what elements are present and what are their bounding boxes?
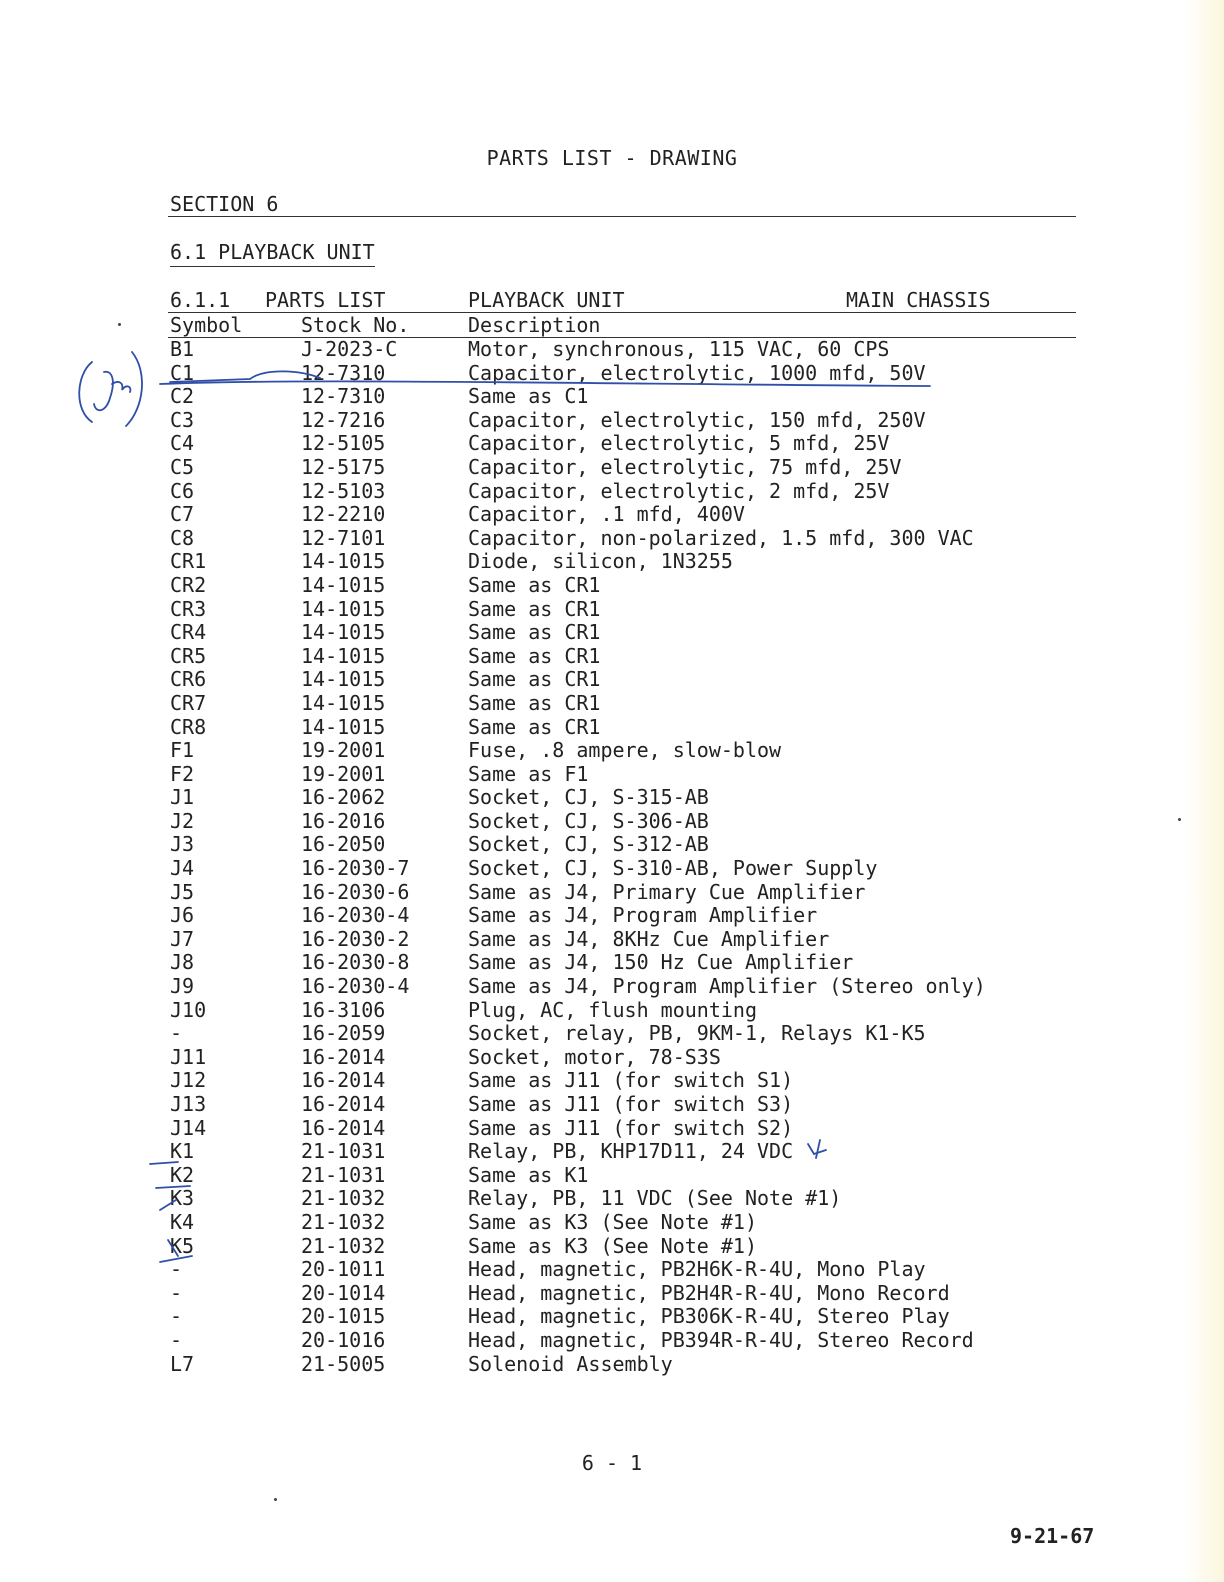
table-row bbox=[0, 1328, 1224, 1352]
table-row bbox=[0, 526, 1224, 550]
row-symbol: J8 bbox=[170, 950, 195, 975]
row-stock-number: 16-2030-4 bbox=[301, 974, 410, 999]
table-row bbox=[0, 974, 1224, 998]
row-description: Same as J11 (for switch S2) bbox=[468, 1115, 794, 1140]
row-description: Socket, CJ, S-315-AB bbox=[468, 785, 709, 810]
row-stock-number: 16-2059 bbox=[301, 1021, 386, 1046]
table-row bbox=[0, 1352, 1224, 1376]
row-description: Same as K3 (See Note #1) bbox=[468, 1209, 757, 1234]
table-row bbox=[0, 620, 1224, 644]
row-description: Same as CR1 bbox=[468, 643, 601, 668]
row-description: Relay, PB, KHP17D11, 24 VDC bbox=[468, 1139, 794, 1164]
row-description: Fuse, .8 ampere, slow-blow bbox=[468, 738, 782, 763]
table-row bbox=[0, 597, 1224, 621]
document-title: PARTS LIST - DRAWING bbox=[486, 146, 738, 170]
row-symbol: CR5 bbox=[170, 643, 207, 668]
row-symbol: J3 bbox=[170, 832, 195, 857]
row-symbol: - bbox=[170, 1257, 183, 1282]
row-description: Capacitor, .1 mfd, 400V bbox=[468, 502, 745, 527]
table-row bbox=[0, 832, 1224, 856]
row-stock-number: 14-1015 bbox=[301, 667, 386, 692]
row-symbol: J4 bbox=[170, 856, 195, 881]
table-row bbox=[0, 691, 1224, 715]
row-description: Capacitor, electrolytic, 75 mfd, 25V bbox=[468, 454, 902, 479]
table-row bbox=[0, 1186, 1224, 1210]
table-row bbox=[0, 573, 1224, 597]
row-description: Same as CR1 bbox=[468, 690, 601, 715]
row-description: Head, magnetic, PB2H6K-R-4U, Mono Play bbox=[468, 1257, 926, 1282]
row-stock-number: 20-1016 bbox=[301, 1327, 386, 1352]
row-description: Capacitor, electrolytic, 150 mfd, 250V bbox=[468, 407, 926, 432]
row-description: Same as K3 (See Note #1) bbox=[468, 1233, 757, 1258]
row-description: Same as K1 bbox=[468, 1162, 589, 1187]
row-stock-number: 12-7216 bbox=[301, 407, 386, 432]
table-row bbox=[0, 1281, 1224, 1305]
table-row bbox=[0, 785, 1224, 809]
row-description: Same as J4, 8KHz Cue Amplifier bbox=[468, 926, 830, 951]
row-symbol: J11 bbox=[170, 1044, 207, 1069]
row-description: Same as J11 (for switch S3) bbox=[468, 1092, 794, 1116]
table-row bbox=[0, 1139, 1224, 1163]
row-symbol: J6 bbox=[170, 903, 195, 928]
row-symbol: F1 bbox=[170, 738, 195, 763]
column-header-description: Description bbox=[468, 313, 601, 337]
row-symbol: CR4 bbox=[170, 620, 207, 645]
list-number: 6.1.1 bbox=[170, 288, 231, 312]
row-symbol: J1 bbox=[170, 785, 195, 810]
row-description: Socket, motor, 78-S3S bbox=[468, 1044, 721, 1069]
row-description: Socket, CJ, S-306-AB bbox=[468, 808, 709, 833]
row-symbol: B1 bbox=[170, 337, 195, 361]
row-stock-number: 16-2030-2 bbox=[301, 926, 410, 951]
row-stock-number: 16-2030-8 bbox=[301, 950, 410, 975]
table-row bbox=[0, 479, 1224, 503]
list-assembly: MAIN CHASSIS bbox=[846, 288, 991, 312]
table-row bbox=[0, 856, 1224, 880]
row-stock-number: 16-2062 bbox=[301, 785, 386, 810]
table-row bbox=[0, 644, 1224, 668]
row-symbol: CR2 bbox=[170, 572, 207, 597]
row-symbol: J13 bbox=[170, 1092, 207, 1116]
row-symbol: C7 bbox=[170, 502, 195, 527]
row-symbol: CR7 bbox=[170, 690, 207, 715]
row-stock-number: 12-5175 bbox=[301, 454, 386, 479]
row-description: Capacitor, electrolytic, 2 mfd, 25V bbox=[468, 478, 890, 503]
row-stock-number: 21-1032 bbox=[301, 1186, 386, 1211]
parts-table bbox=[0, 337, 1224, 1375]
row-description: Socket, relay, PB, 9KM-1, Relays K1-K5 bbox=[468, 1021, 926, 1046]
row-stock-number: 12-7101 bbox=[301, 525, 386, 550]
row-symbol: J10 bbox=[170, 997, 207, 1022]
row-stock-number: 16-2050 bbox=[301, 832, 386, 857]
speck bbox=[274, 1498, 277, 1501]
row-stock-number: 12-2210 bbox=[301, 502, 386, 527]
row-stock-number: 14-1015 bbox=[301, 714, 386, 739]
table-row bbox=[0, 549, 1224, 573]
row-description: Same as J4, Primary Cue Amplifier bbox=[468, 879, 866, 904]
table-row bbox=[0, 1210, 1224, 1234]
row-stock-number: 16-2030-4 bbox=[301, 903, 410, 928]
row-description: Relay, PB, 11 VDC (See Note #1) bbox=[468, 1186, 842, 1211]
table-row bbox=[0, 950, 1224, 974]
row-stock-number: J-2023-C bbox=[301, 337, 398, 361]
table-row bbox=[0, 1092, 1224, 1116]
row-description: Plug, AC, flush mounting bbox=[468, 997, 757, 1022]
table-row bbox=[0, 809, 1224, 833]
row-symbol: - bbox=[170, 1304, 183, 1329]
row-symbol: C4 bbox=[170, 431, 195, 456]
document-date: 9-21-67 bbox=[1010, 1524, 1095, 1548]
row-stock-number: 16-3106 bbox=[301, 997, 386, 1022]
row-description: Same as C1 bbox=[468, 384, 589, 409]
row-stock-number: 21-1032 bbox=[301, 1209, 386, 1234]
page-number: 6 - 1 bbox=[581, 1451, 643, 1475]
table-row bbox=[0, 337, 1224, 361]
row-stock-number: 14-1015 bbox=[301, 572, 386, 597]
row-stock-number: 20-1015 bbox=[301, 1304, 386, 1329]
row-symbol: - bbox=[170, 1021, 183, 1046]
table-row bbox=[0, 408, 1224, 432]
row-description: Motor, synchronous, 115 VAC, 60 CPS bbox=[468, 337, 890, 361]
row-symbol: - bbox=[170, 1280, 183, 1305]
row-symbol: K5 bbox=[170, 1233, 195, 1258]
table-row bbox=[0, 1045, 1224, 1069]
row-description: Same as J4, Program Amplifier (Stereo only) bbox=[468, 974, 986, 999]
table-row bbox=[0, 998, 1224, 1022]
list-unit: PLAYBACK UNIT bbox=[468, 288, 625, 312]
section-heading: SECTION 6 bbox=[170, 192, 279, 216]
row-stock-number: 19-2001 bbox=[301, 738, 386, 763]
row-description: Diode, silicon, 1N3255 bbox=[468, 549, 733, 574]
row-stock-number: 20-1014 bbox=[301, 1280, 386, 1305]
table-row bbox=[0, 880, 1224, 904]
row-stock-number: 16-2014 bbox=[301, 1115, 386, 1140]
row-description: Capacitor, non-polarized, 1.5 mfd, 300 VAC bbox=[468, 525, 974, 550]
row-description: Head, magnetic, PB306K-R-4U, Stereo Play bbox=[468, 1304, 950, 1329]
section-rule bbox=[168, 216, 1076, 217]
row-symbol: J7 bbox=[170, 926, 195, 951]
row-description: Socket, CJ, S-310-AB, Power Supply bbox=[468, 856, 878, 881]
row-stock-number: 14-1015 bbox=[301, 620, 386, 645]
row-stock-number: 12-7310 bbox=[301, 360, 386, 385]
table-row bbox=[0, 384, 1224, 408]
row-symbol: C5 bbox=[170, 454, 195, 479]
table-row bbox=[0, 667, 1224, 691]
row-symbol: K3 bbox=[170, 1186, 195, 1211]
speck bbox=[118, 323, 121, 326]
row-description: Capacitor, electrolytic, 1000 mfd, 50V bbox=[468, 360, 926, 385]
row-stock-number: 16-2014 bbox=[301, 1092, 386, 1116]
row-symbol: - bbox=[170, 1327, 183, 1352]
table-row bbox=[0, 455, 1224, 479]
row-symbol: F2 bbox=[170, 761, 195, 786]
row-description: Same as CR1 bbox=[468, 572, 601, 597]
column-header-stock: Stock No. bbox=[301, 313, 410, 337]
row-stock-number: 21-1031 bbox=[301, 1162, 386, 1187]
row-symbol: L7 bbox=[170, 1351, 195, 1376]
list-label: PARTS LIST bbox=[265, 288, 386, 312]
row-stock-number: 21-1032 bbox=[301, 1233, 386, 1258]
table-row bbox=[0, 1163, 1224, 1187]
row-stock-number: 14-1015 bbox=[301, 643, 386, 668]
table-row bbox=[0, 431, 1224, 455]
row-stock-number: 16-2014 bbox=[301, 1044, 386, 1069]
row-stock-number: 12-5103 bbox=[301, 478, 386, 503]
row-stock-number: 21-1031 bbox=[301, 1139, 386, 1164]
row-symbol: CR6 bbox=[170, 667, 207, 692]
row-description: Same as CR1 bbox=[468, 714, 601, 739]
table-row bbox=[0, 738, 1224, 762]
row-description: Same as J4, Program Amplifier bbox=[468, 903, 818, 928]
table-row bbox=[0, 1116, 1224, 1140]
table-row bbox=[0, 502, 1224, 526]
row-description: Head, magnetic, PB394R-R-4U, Stereo Record bbox=[468, 1327, 974, 1352]
row-description: Socket, CJ, S-312-AB bbox=[468, 832, 709, 857]
row-symbol: J12 bbox=[170, 1068, 207, 1093]
speck bbox=[1178, 818, 1181, 821]
row-description: Same as J11 (for switch S1) bbox=[468, 1068, 794, 1093]
table-row bbox=[0, 1234, 1224, 1258]
row-symbol: K4 bbox=[170, 1209, 195, 1234]
row-stock-number: 19-2001 bbox=[301, 761, 386, 786]
table-row bbox=[0, 762, 1224, 786]
row-description: Same as J4, 150 Hz Cue Amplifier bbox=[468, 950, 854, 975]
row-stock-number: 16-2030-7 bbox=[301, 856, 410, 881]
subsection-heading: 6.1 PLAYBACK UNIT bbox=[170, 240, 375, 267]
row-description: Solenoid Assembly bbox=[468, 1351, 673, 1376]
row-stock-number: 20-1011 bbox=[301, 1257, 386, 1282]
table-row bbox=[0, 1257, 1224, 1281]
table-row bbox=[0, 927, 1224, 951]
row-description: Same as F1 bbox=[468, 761, 589, 786]
row-symbol: C1 bbox=[170, 360, 195, 385]
row-stock-number: 12-7310 bbox=[301, 384, 386, 409]
row-description: Same as CR1 bbox=[468, 667, 601, 692]
row-stock-number: 14-1015 bbox=[301, 549, 386, 574]
row-symbol: J9 bbox=[170, 974, 195, 999]
row-description: Capacitor, electrolytic, 5 mfd, 25V bbox=[468, 431, 890, 456]
row-stock-number: 21-5005 bbox=[301, 1351, 386, 1376]
row-stock-number: 16-2014 bbox=[301, 1068, 386, 1093]
row-symbol: CR1 bbox=[170, 549, 207, 574]
table-row bbox=[0, 361, 1224, 385]
row-symbol: J14 bbox=[170, 1115, 207, 1140]
row-symbol: C6 bbox=[170, 478, 195, 503]
table-row bbox=[0, 1304, 1224, 1328]
row-stock-number: 16-2016 bbox=[301, 808, 386, 833]
row-symbol: J2 bbox=[170, 808, 195, 833]
row-stock-number: 16-2030-6 bbox=[301, 879, 410, 904]
table-row bbox=[0, 1021, 1224, 1045]
column-header-symbol: Symbol bbox=[170, 313, 243, 337]
row-description: Same as CR1 bbox=[468, 620, 601, 645]
row-symbol: C8 bbox=[170, 525, 195, 550]
row-symbol: CR3 bbox=[170, 596, 207, 621]
row-symbol: C2 bbox=[170, 384, 195, 409]
row-symbol: J5 bbox=[170, 879, 195, 904]
table-row bbox=[0, 715, 1224, 739]
row-stock-number: 14-1015 bbox=[301, 596, 386, 621]
row-description: Head, magnetic, PB2H4R-R-4U, Mono Record bbox=[468, 1280, 950, 1305]
row-symbol: K1 bbox=[170, 1139, 195, 1164]
table-row bbox=[0, 903, 1224, 927]
row-description: Same as CR1 bbox=[468, 596, 601, 621]
row-stock-number: 12-5105 bbox=[301, 431, 386, 456]
row-symbol: CR8 bbox=[170, 714, 207, 739]
table-row bbox=[0, 1068, 1224, 1092]
row-symbol: C3 bbox=[170, 407, 195, 432]
row-symbol: K2 bbox=[170, 1162, 195, 1187]
row-stock-number: 14-1015 bbox=[301, 690, 386, 715]
